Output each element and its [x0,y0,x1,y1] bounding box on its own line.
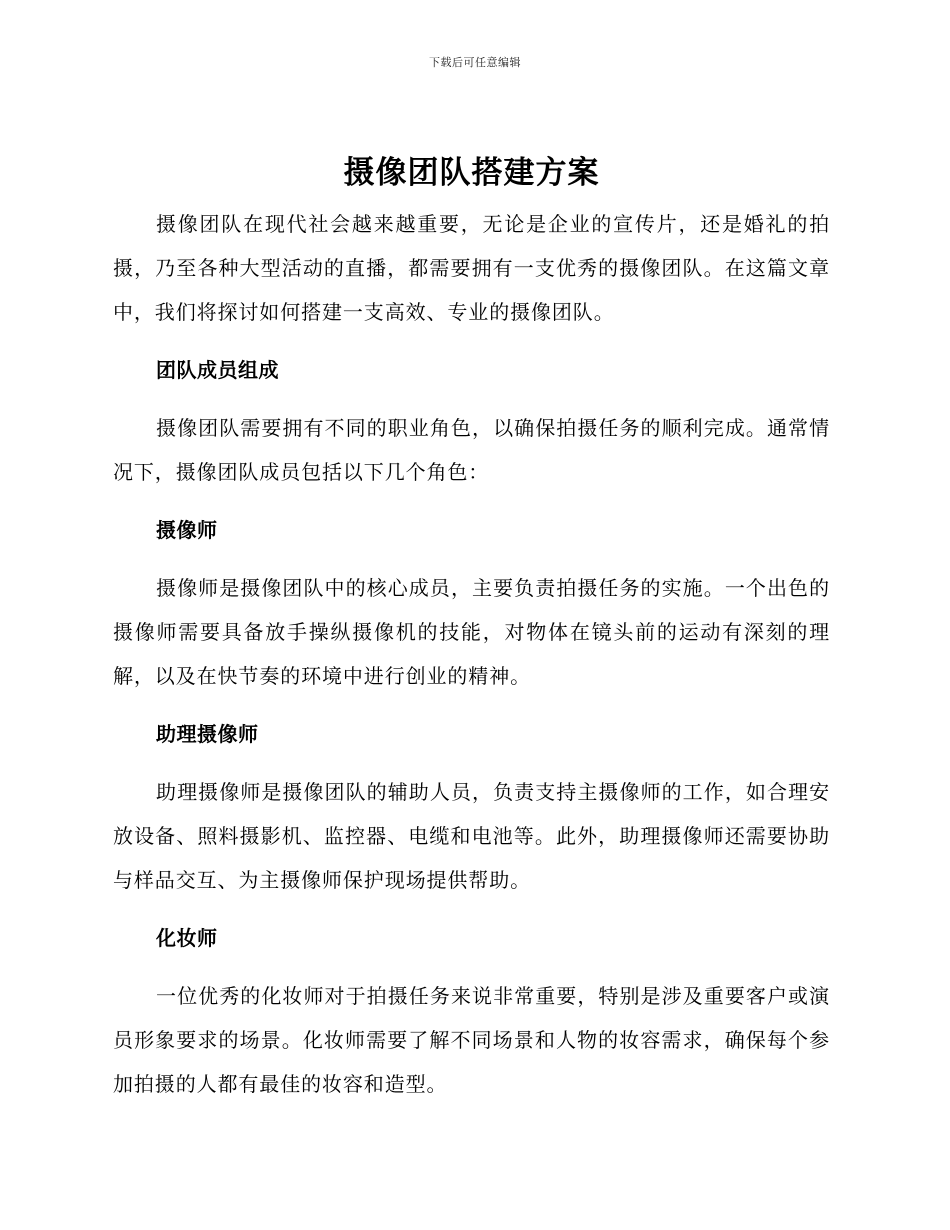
header-note: 下载后可任意编辑 [429,56,521,69]
document-title: 摄像团队搭建方案 [343,155,600,191]
section-heading-team-members: 团队成员组成 [156,358,279,382]
document-body [113,150,830,1106]
section-paragraph-assistant-cameraman: 助理摄像师是摄像团队的辅助人员，负责支持主摄像师的工作，如合理安放设备、照料摄影机、监控器、电缆和电池等。此外，助理摄像师还需要协助与样品交互、为主摄像师保护现场提供帮助。 [113,780,830,892]
section-heading-makeup-artist: 化妆师 [156,926,218,950]
intro-paragraph: 摄像团队在现代社会越来越重要，无论是企业的宣传片，还是婚礼的拍摄，乃至各种大型活动的直播，都需要拥有一支优秀的摄像团队。在这篇文章中，我们将探讨如何搭建一支高效、专业的摄像团队。 [113,212,830,324]
section-paragraph-cameraman: 摄像师是摄像团队中的核心成员，主要负责拍摄任务的实施。一个出色的摄像师需要具备放手操纵摄像机的技能，对物体在镜头前的运动有深刻的理解，以及在快节奏的环境中进行创业的精神。 [113,576,830,688]
section-paragraph-makeup-artist: 一位优秀的化妆师对于拍摄任务来说非常重要，特别是涉及重要客户或演员形象要求的场景。化妆师需要了解不同场景和人物的妆容需求，确保每个参加拍摄的人都有最佳的妆容和造型。 [113,984,830,1096]
section-heading-cameraman: 摄像师 [156,518,218,542]
section-heading-assistant-cameraman: 助理摄像师 [156,722,259,746]
section-paragraph-team-members: 摄像团队需要拥有不同的职业角色，以确保拍摄任务的顺利完成。通常情况下，摄像团队成员包括以下几个角色： [113,416,830,484]
